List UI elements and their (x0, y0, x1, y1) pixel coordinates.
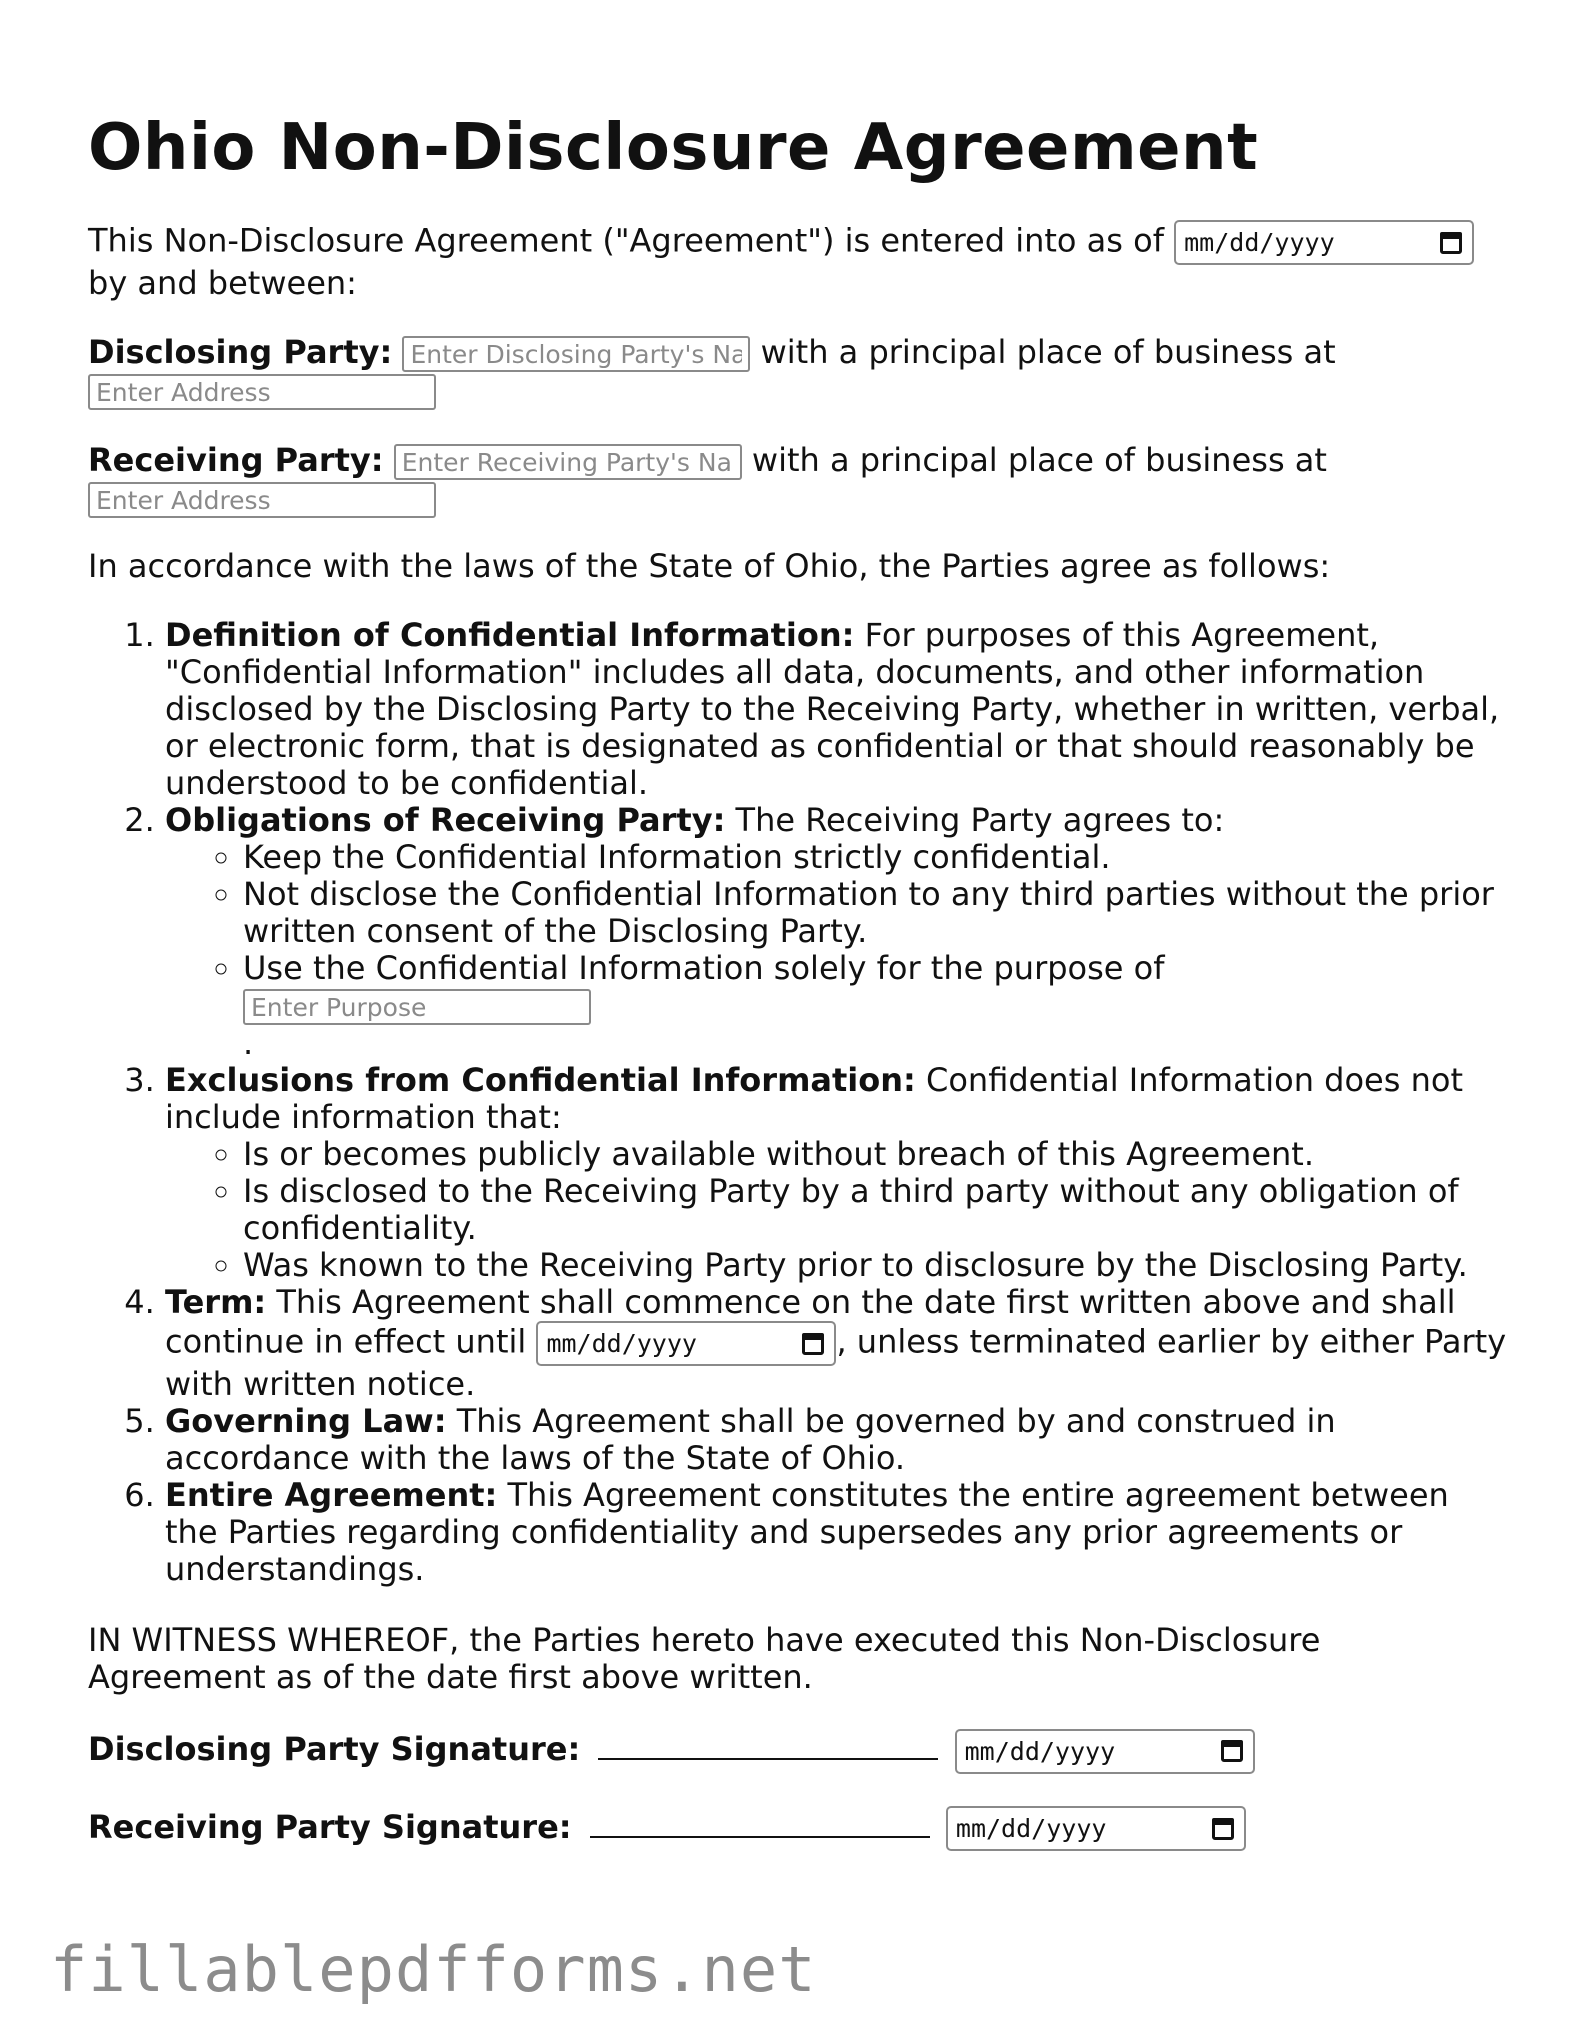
term-end-date-value: mm/dd/yyyy (546, 1329, 697, 1358)
intro-text: This Non-Disclosure Agreement ("Agreement") is entered into as of (88, 221, 1164, 260)
receiving-party-business-text: with a principal place of business at (751, 441, 1327, 479)
clause-heading: Obligations of Receiving Party: (165, 801, 726, 839)
clause-text: This Agreement constitutes the entire agreement between the Parties regarding confidentiality and supersedes any prior agreements or understandings. (165, 1476, 1449, 1588)
disclosing-signature-date-value: mm/dd/yyyy (964, 1736, 1116, 1766)
disclosing-signature-date-input[interactable] (955, 1729, 1255, 1774)
clause-heading: Entire Agreement: (165, 1476, 498, 1514)
purpose-input[interactable] (243, 989, 591, 1025)
disclosing-signature-label: Disclosing Party Signature: (88, 1730, 581, 1768)
list-item: ◦ Not disclose the Confidential Information to any third parties without the prior written consent of the Disclosing Party. (243, 876, 1508, 950)
list-item: ◦ Keep the Confidential Information strictly confidential. (243, 839, 1508, 876)
clause-text: The Receiving Party agrees to: (735, 801, 1225, 839)
clause-entire-agreement (165, 1477, 1508, 1588)
clause-governing-law (165, 1403, 1508, 1477)
receiving-signature-date-value: mm/dd/yyyy (955, 1814, 1107, 1843)
calendar-icon[interactable] (1221, 1740, 1243, 1762)
watermark-text: fillablepdfforms.net (50, 1933, 817, 2006)
clause-definition (165, 617, 1508, 802)
receiving-party-line (88, 442, 1508, 518)
agreement-date-value: mm/dd/yyyy (1184, 228, 1335, 257)
clause-exclusions (165, 1062, 1508, 1284)
clause-text: For purposes of this Agreement, "Confidential Information" includes all data, documents, and other information disclosed by the Disclosing Party to the Receiving Party, whether in written, verbal, or electronic form, that is designated as confidential or that should reasonably be understood to be confidential. (165, 616, 1500, 802)
disclosing-party-label: Disclosing Party: (88, 333, 393, 371)
disclosing-signature-field[interactable] (598, 1728, 938, 1760)
list-item: ◦ Was known to the Receiving Party prior to disclosure by the Disclosing Party. (243, 1247, 1508, 1284)
clauses-list (88, 617, 1508, 1588)
clause-text: Confidential Information does not include information that: (165, 1061, 1463, 1136)
receiving-signature-line (88, 1806, 1508, 1852)
list-item: ◦ Is or becomes publicly available without breach of this Agreement. (243, 1136, 1508, 1173)
list-item (243, 950, 1508, 1062)
receiving-party-name-input[interactable] (394, 444, 742, 480)
disclosing-party-name-input[interactable] (402, 336, 750, 372)
list-item: ◦ Is disclosed to the Receiving Party by a third party without any obligation of confidentiality. (243, 1173, 1508, 1247)
clause-text: This Agreement shall be governed by and construed in accordance with the laws of the State of Ohio. (165, 1402, 1336, 1477)
disclosing-party-line (88, 334, 1508, 410)
calendar-icon[interactable] (1212, 1818, 1234, 1840)
disclosing-signature-line (88, 1728, 1508, 1774)
calendar-icon[interactable] (802, 1333, 824, 1355)
exclusions-list (165, 1136, 1508, 1284)
intro-text-end: by and between: (88, 264, 357, 302)
calendar-icon[interactable] (1440, 232, 1462, 254)
clause-heading: Term: (165, 1283, 267, 1321)
laws-statement: In accordance with the laws of the State of Ohio, the Parties agree as follows: (88, 547, 1331, 585)
clause-heading: Governing Law: (165, 1402, 447, 1440)
receiving-signature-date-input[interactable] (946, 1806, 1246, 1851)
intro-paragraph (88, 220, 1508, 302)
receiving-signature-label: Receiving Party Signature: (88, 1807, 572, 1846)
agreement-date-input[interactable] (1174, 220, 1474, 265)
obligations-list (165, 839, 1508, 1062)
disclosing-party-business-text: with a principal place of business at (760, 333, 1336, 371)
receiving-signature-field[interactable] (590, 1806, 930, 1838)
agreement-form (88, 0, 1508, 1851)
page-title: Ohio Non-Disclosure Agreement (88, 111, 1259, 185)
purpose-end-dot: . (243, 1024, 254, 1062)
receiving-party-address-input[interactable] (88, 482, 436, 518)
clause-heading: Definition of Confidential Information: (165, 616, 855, 654)
witness-statement: IN WITNESS WHEREOF, the Parties hereto have executed this Non-Disclosure Agreement as of the date first above written. (88, 1621, 1321, 1696)
clause-text-end: , unless terminated earlier by either Party with written notice. (165, 1322, 1507, 1403)
clause-term (165, 1284, 1508, 1403)
disclosing-party-address-input[interactable] (88, 374, 436, 410)
clause-text: This Agreement shall commence on the date first written above and shall continue in effect until (165, 1283, 1456, 1361)
term-end-date-input[interactable] (536, 1321, 836, 1366)
purpose-text: Use the Confidential Information solely for the purpose of (243, 949, 1165, 987)
receiving-party-label: Receiving Party: (88, 441, 384, 479)
clause-heading: Exclusions from Confidential Information: (165, 1061, 916, 1099)
clause-obligations (165, 802, 1508, 1062)
